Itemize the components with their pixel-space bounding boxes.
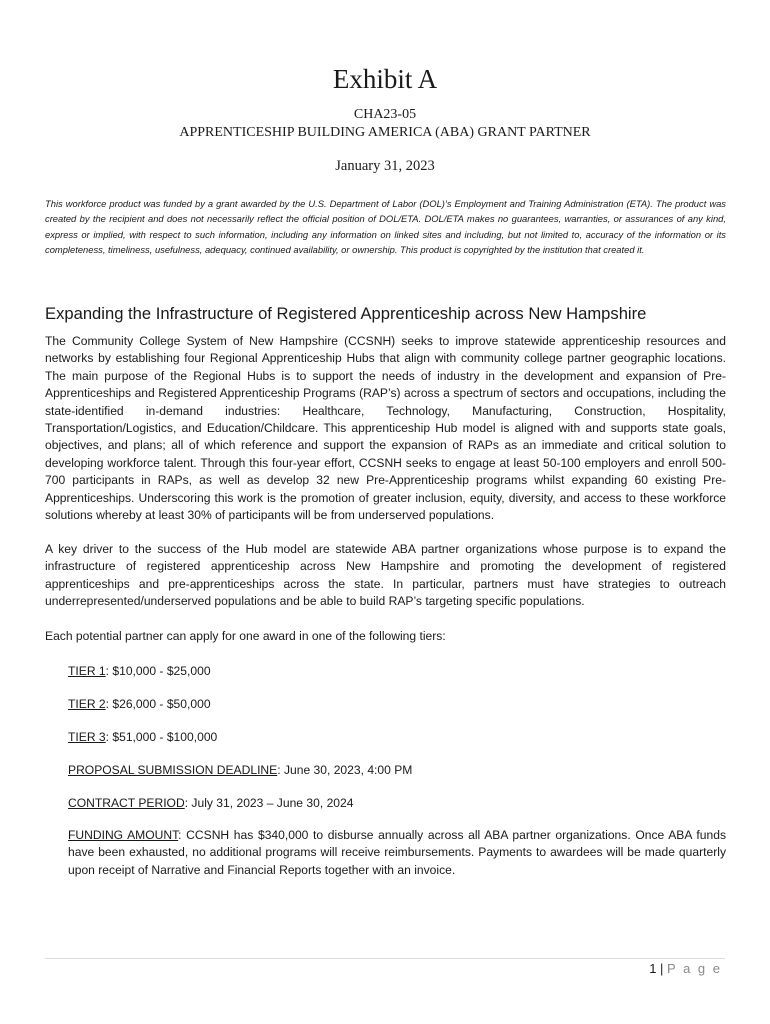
document-date: January 31, 2023: [335, 158, 435, 174]
contract-label: CONTRACT PERIOD: [68, 796, 185, 810]
solicitation-code: CHA23-05: [353, 107, 417, 122]
tier-range: : $10,000 - $25,000: [105, 664, 211, 678]
contract-value: : July 31, 2023 – June 30, 2024: [184, 796, 354, 810]
partner-paragraph: A key driver to the success of the Hub model are statewide ABA partner organizations whose purpose is to expand the infrastructure of registered apprenticeship across New Hampshire and promoting the development of registered apprenticeships and pre-apprenticeships across the state. In particular, partners must have strategies to outreach underrepresented/underserved populations and be able to build RAP’s targeting specific populations.: [45, 542, 726, 609]
document-title: Exhibit A: [332, 64, 438, 94]
funding-label: FUNDING AMOUNT: [68, 828, 179, 842]
section-heading: Expanding the Infrastructure of Registered Apprenticeship across New Hampshire: [45, 304, 647, 323]
tier-label: TIER 1: [68, 664, 106, 678]
tier-item: [68, 663, 726, 680]
program-name: APPRENTICESHIP BUILDING AMERICA (ABA) GRANT PARTNER: [179, 125, 591, 140]
deadline-label: PROPOSAL SUBMISSION DEADLINE: [68, 763, 278, 777]
tier-range: : $51,000 - $100,000: [105, 730, 218, 744]
tiers-intro: Each potential partner can apply for one award in one of the following tiers:: [45, 629, 446, 643]
funding-disclaimer: This workforce product was funded by a grant awarded by the U.S. Department of Labor (DOL)’s Employment and Training Administration (ETA). The product was created by the recipient and does not necessarily reflect the official position of DOL/ETA. DOL/ETA makes no guarantees, warranties, or assurances of any kind, express or implied, with respect to such information, including any information on linked sites and including, but not limited to, accuracy of the information or its completeness, timeliness, usefulness, adequacy, continued availability, or ownership. This product is copyrighted by the institution that created it.: [45, 198, 726, 256]
footer-divider: [45, 958, 725, 959]
page-label: P a g e: [667, 961, 722, 976]
page-separator: |: [656, 961, 668, 976]
deadline-item: [68, 762, 726, 779]
deadline-value: : June 30, 2023, 4:00 PM: [277, 763, 413, 777]
tier-label: TIER 3: [68, 730, 106, 744]
tier-item: [68, 696, 726, 713]
tier-label: TIER 2: [68, 697, 106, 711]
tier-item: [68, 729, 726, 746]
intro-paragraph: The Community College System of New Hampshire (CCSNH) seeks to improve statewide apprenticeship resources and networks by establishing four Regional Apprenticeship Hubs that align with community college partner geographic locations. The main purpose of the Regional Hubs is to support the needs of industry in the development and expansion of Pre-Apprenticeships and Registered Apprenticeship Programs (RAP’s) across a spectrum of sectors and occupations, including the state-identified in-demand industries: Healthcare, Technology, Manufacturing, Construction, Hospitality, Transportation/Logistics, and Education/Childcare. This apprenticeship Hub model is aligned with and supports state goals, objectives, and plans; all of which reference and support the expansion of RAPs as an immediate and critical solution to developing workforce talent. Through this four-year effort, CCSNH seeks to engage at least 50-100 employers and enroll 500-700 participants in RAPs, as well as develop 32 new Pre-Apprenticeship programs whilst expanding 60 existing Pre-Apprenticeships. Underscoring this work is the promotion of greater inclusion, equity, diversity, and access to these workforce solutions whereby at least 30% of participants will be from underserved populations.: [45, 334, 726, 523]
funding-value: : CCSNH has $340,000 to disburse annually across all ABA partner organizations. Once ABA funds have been exhausted, no additional programs will receive reimbursements. Payments to awardees will be made quarterly upon receipt of Narrative and Financial Reports together with an invoice.: [68, 828, 726, 877]
funding-item: [68, 827, 726, 879]
contract-item: [68, 795, 726, 812]
tier-range: : $26,000 - $50,000: [105, 697, 211, 711]
page-number: 1: [649, 961, 657, 976]
page-footer: [649, 960, 722, 978]
